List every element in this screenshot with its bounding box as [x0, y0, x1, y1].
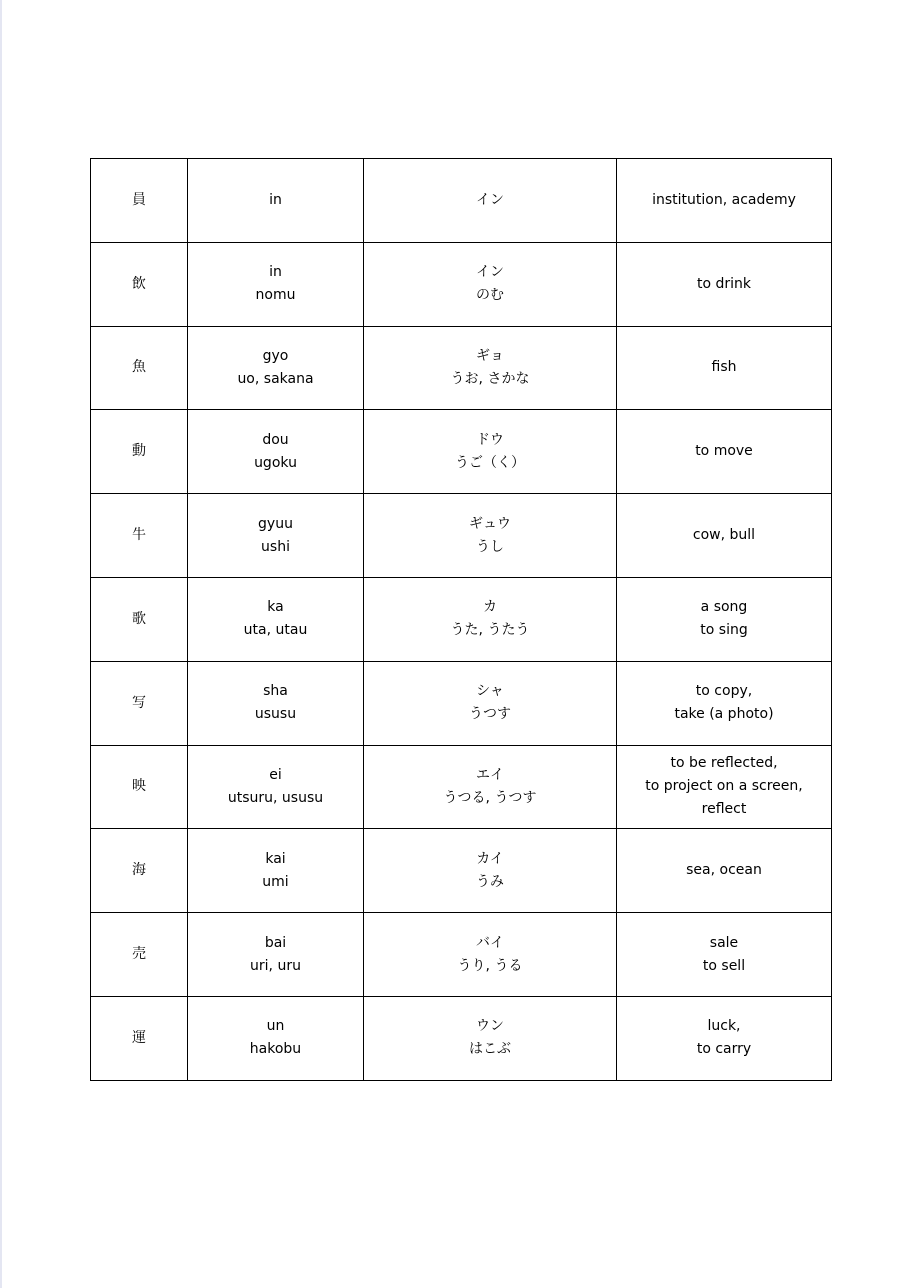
romaji-line: hakobu	[249, 1041, 302, 1058]
romaji-line: gyo	[262, 347, 289, 364]
romaji-cell	[188, 829, 364, 913]
kana-cell	[364, 829, 617, 913]
kana-cell	[364, 242, 617, 326]
kana-line: イン	[476, 191, 504, 208]
meaning-cell	[617, 494, 832, 578]
romaji-cell	[188, 913, 364, 997]
meaning-line: take (a photo)	[674, 706, 774, 723]
meaning-line: to project on a screen,	[645, 778, 803, 795]
kana-line: うつす	[469, 706, 511, 723]
romaji-cell	[188, 661, 364, 745]
kana-cell	[364, 577, 617, 661]
kana-line: バイ	[476, 934, 504, 951]
kana-cell	[364, 661, 617, 745]
kana-line: ウン	[476, 1018, 504, 1035]
meaning-cell	[617, 745, 832, 829]
meaning-cell	[617, 410, 832, 494]
romaji-line: ei	[269, 766, 282, 783]
romaji-cell	[188, 996, 364, 1080]
kana-line: のむ	[476, 287, 504, 304]
kana-cell	[364, 996, 617, 1080]
table-row	[91, 159, 832, 243]
kanji-cell: 動	[91, 410, 188, 494]
kana-line: エイ	[476, 766, 504, 783]
romaji-line: nomu	[255, 287, 296, 304]
meaning-line: sale	[709, 934, 739, 951]
kana-line: うた, うたう	[450, 622, 530, 639]
meaning-cell	[617, 829, 832, 913]
meaning-line: fish	[711, 359, 737, 376]
kana-line: はこぶ	[469, 1041, 511, 1058]
kanji-cell: 歌	[91, 577, 188, 661]
kanji-cell: 魚	[91, 326, 188, 410]
meaning-cell	[617, 242, 832, 326]
romaji-cell	[188, 159, 364, 243]
romaji-cell	[188, 494, 364, 578]
kana-cell	[364, 913, 617, 997]
table-row	[91, 577, 832, 661]
romaji-cell	[188, 745, 364, 829]
kana-line: シャ	[476, 683, 504, 700]
meaning-line: to sing	[700, 622, 748, 639]
romaji-line: umi	[262, 873, 289, 890]
page-left-edge	[0, 0, 2, 1288]
meaning-line: to move	[695, 443, 753, 460]
table-body	[91, 159, 832, 1081]
meaning-cell	[617, 159, 832, 243]
kanji-cell: 写	[91, 661, 188, 745]
kana-line: うし	[476, 538, 504, 555]
meaning-line: to copy,	[695, 683, 753, 700]
kanji-cell: 員	[91, 159, 188, 243]
kana-line: うり, うる	[457, 957, 523, 974]
meaning-line: to carry	[696, 1041, 752, 1058]
meaning-cell	[617, 913, 832, 997]
romaji-line: uri, uru	[250, 957, 301, 974]
table-row	[91, 661, 832, 745]
romaji-line: uo, sakana	[237, 370, 314, 387]
meaning-line: to drink	[696, 275, 752, 292]
meaning-line: to sell	[702, 957, 746, 974]
kanji-table	[90, 158, 832, 1081]
meaning-line: luck,	[707, 1018, 741, 1035]
romaji-line: in	[269, 191, 282, 208]
kana-line: ギョ	[476, 347, 504, 364]
kanji-cell: 海	[91, 829, 188, 913]
kana-line: うお, さかな	[450, 370, 530, 387]
kana-cell	[364, 159, 617, 243]
romaji-line: in	[269, 264, 282, 281]
table-row	[91, 745, 832, 829]
romaji-cell	[188, 410, 364, 494]
romaji-line: un	[266, 1018, 285, 1035]
kana-line: うつる, うつす	[443, 789, 537, 806]
meaning-line: sea, ocean	[686, 862, 762, 879]
romaji-line: dou	[262, 431, 289, 448]
kanji-cell: 運	[91, 996, 188, 1080]
kana-line: カ	[483, 599, 497, 616]
meaning-cell	[617, 577, 832, 661]
kana-line: カイ	[476, 850, 504, 867]
table-row	[91, 326, 832, 410]
kana-line: ドウ	[476, 431, 504, 448]
kanji-cell: 牛	[91, 494, 188, 578]
meaning-line: to be reflected,	[670, 755, 778, 772]
meaning-cell	[617, 996, 832, 1080]
kanji-cell: 映	[91, 745, 188, 829]
meaning-line: a song	[700, 599, 748, 616]
kana-cell	[364, 326, 617, 410]
romaji-line: bai	[264, 934, 287, 951]
table-row	[91, 913, 832, 997]
meaning-line: institution, academy	[652, 191, 796, 208]
romaji-cell	[188, 242, 364, 326]
romaji-line: utsuru, ususu	[227, 789, 324, 806]
meaning-cell	[617, 661, 832, 745]
kana-line: うご（く）	[455, 454, 525, 471]
romaji-line: gyuu	[258, 515, 293, 532]
kana-cell	[364, 494, 617, 578]
table-row	[91, 410, 832, 494]
romaji-line: kai	[265, 850, 286, 867]
kana-cell	[364, 410, 617, 494]
table-row	[91, 242, 832, 326]
kana-line: イン	[476, 264, 504, 281]
table-row	[91, 829, 832, 913]
meaning-line: cow, bull	[692, 527, 756, 544]
romaji-line: ka	[267, 599, 284, 616]
kana-cell	[364, 745, 617, 829]
romaji-line: uta, utau	[243, 622, 308, 639]
meaning-cell	[617, 326, 832, 410]
table-row	[91, 494, 832, 578]
romaji-line: ugoku	[254, 454, 297, 471]
kana-line: ギュウ	[469, 515, 511, 532]
romaji-line: ushi	[261, 538, 290, 555]
romaji-line: sha	[263, 683, 288, 700]
table-row	[91, 996, 832, 1080]
romaji-cell	[188, 326, 364, 410]
kanji-cell: 売	[91, 913, 188, 997]
meaning-line: reflect	[701, 801, 747, 818]
romaji-line: ususu	[254, 706, 297, 723]
kanji-cell: 飲	[91, 242, 188, 326]
romaji-cell	[188, 577, 364, 661]
kana-line: うみ	[476, 873, 504, 890]
